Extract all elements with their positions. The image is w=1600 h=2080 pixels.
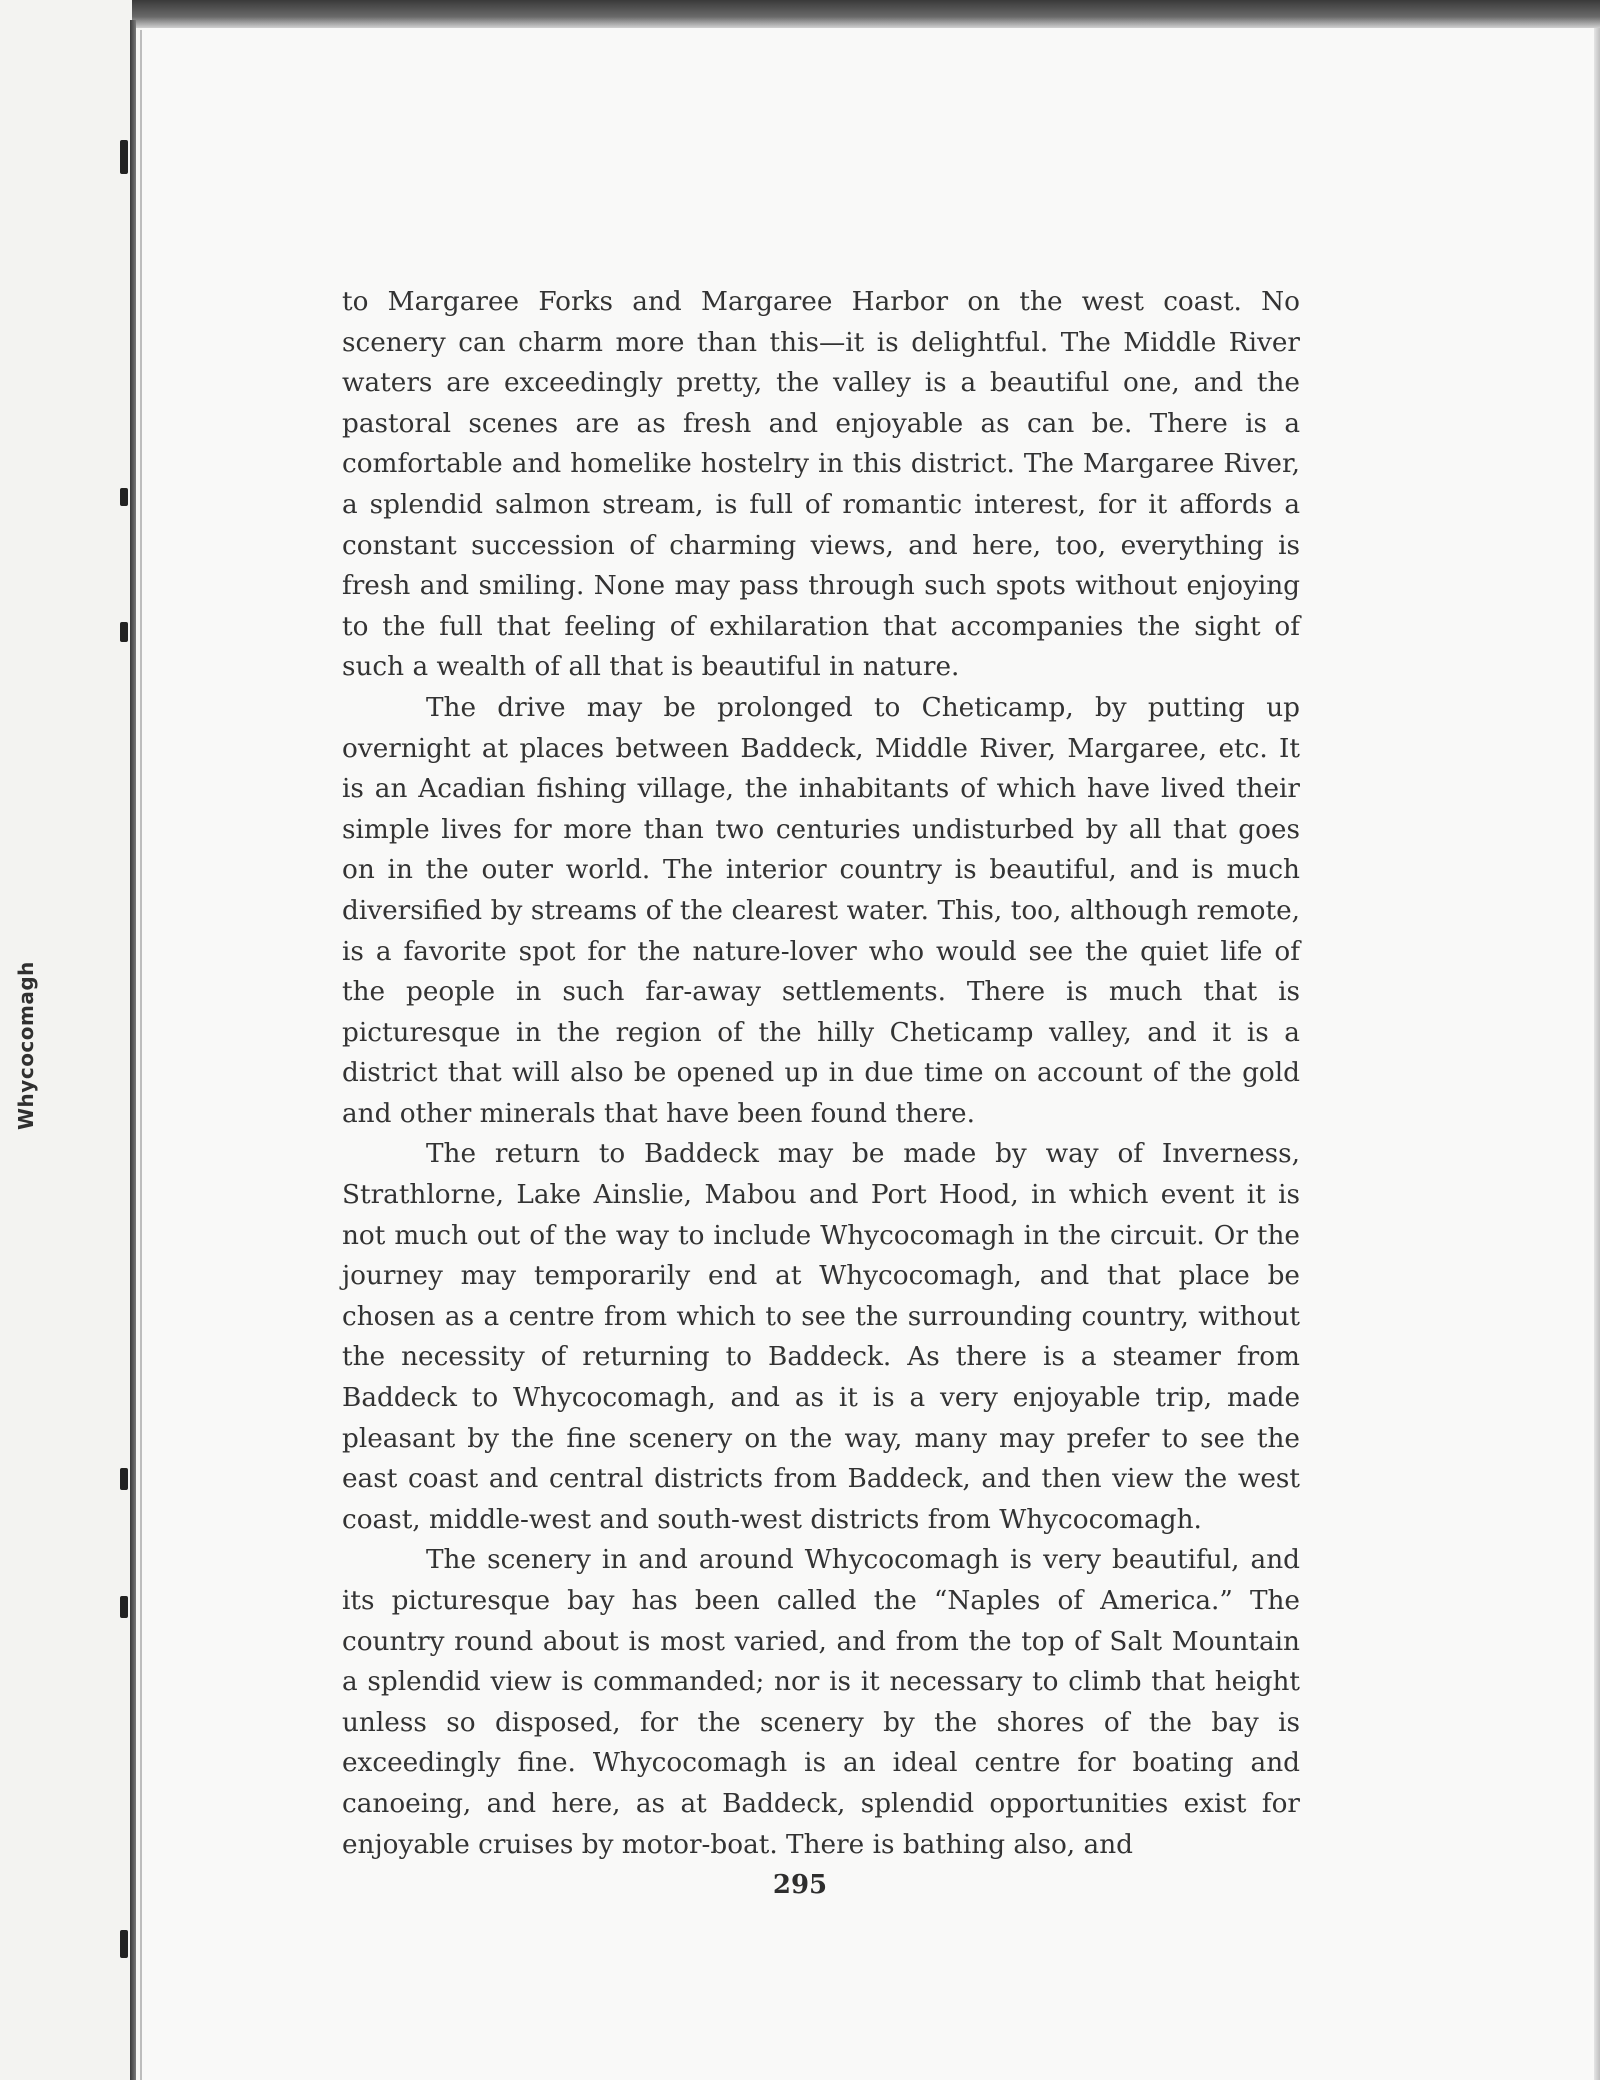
page-number: 295 xyxy=(772,1870,828,1900)
binding-mark xyxy=(120,140,128,174)
page-right-edge xyxy=(1594,28,1600,2080)
binding-mark xyxy=(120,488,128,506)
binding-mark xyxy=(120,622,128,642)
paragraph-continuation: to Margaree Forks and Margaree Harbor on the west coast. No scenery can charm more than this—it is delightful. The Middle River waters are exceedingly pretty, the valley is a beautiful one, and the pastoral scenes are as fresh and enjoyable as can be. There is a comfortable and homelike hostelry in this district. The Margaree River, a splendid salmon stream, is full of romantic interest, for it affords a constant succession of charming views, and here, too, everything is fresh and smiling. None may pass through such spots without enjoying to the full that feeling of exhilaration that accompanies the sight of such a wealth of all that is beautiful in nature. xyxy=(342,287,1300,683)
scan-top-edge xyxy=(0,0,1600,28)
binding-mark xyxy=(120,1468,128,1490)
binding-shadow-light xyxy=(140,30,142,2080)
binding-mark xyxy=(120,1930,128,1958)
body-text xyxy=(342,282,1300,1865)
paragraph: The return to Baddeck may be made by way of Inverness, Strathlorne, Lake Ainslie, Mabou and Port Hood, in which event it is not much out of the way to include Whycocomagh in the circuit. Or the journey may temporarily end at Whycocomagh, and that place be chosen as a centre from which to see the surrounding country, without the necessity of returning to Baddeck. As there is a steamer from Baddeck to Whycocomagh, and as it is a very enjoyable trip, made pleasant by the fine scenery on the way, many may prefer to see the east coast and central districts from Baddeck, and then view the west coast, middle-west and south-west districts from Whycocomagh. xyxy=(342,1139,1300,1535)
binding-shadow xyxy=(130,20,136,2080)
binding-mark xyxy=(120,1596,128,1618)
paragraph: The scenery in and around Whycocomagh is very beautiful, and its picturesque bay has been called the “Naples of America.” The country round about is most varied, and from the top of Salt Mountain a splendid view is commanded; nor is it necessary to climb that height unless so disposed, for the scenery by the shores of the bay is exceedingly fine. Whycocomagh is an ideal centre for boating and canoeing, and here, as at Baddeck, splendid opportunities exist for enjoyable cruises by motor-boat. There is bathing also, and xyxy=(342,1545,1300,1860)
paragraph: The drive may be prolonged to Cheticamp, by putting up overnight at places between Baddeck, Middle River, Margaree, etc. It is an Acadian fishing village, the inhabitants of which have lived their simple lives for more than two centuries undisturbed by all that goes on in the outer world. The interior country is beautiful, and is much diversified by streams of the clearest water. This, too, although remote, is a favorite spot for the nature-lover who would see the quiet life of the people in such far-away settlements. There is much that is picturesque in the region of the hilly Cheticamp valley, and it is a district that will also be opened up in due time on account of the gold and other minerals that have been found there. xyxy=(342,692,1300,1129)
running-head: Whycocomagh xyxy=(14,961,38,1130)
